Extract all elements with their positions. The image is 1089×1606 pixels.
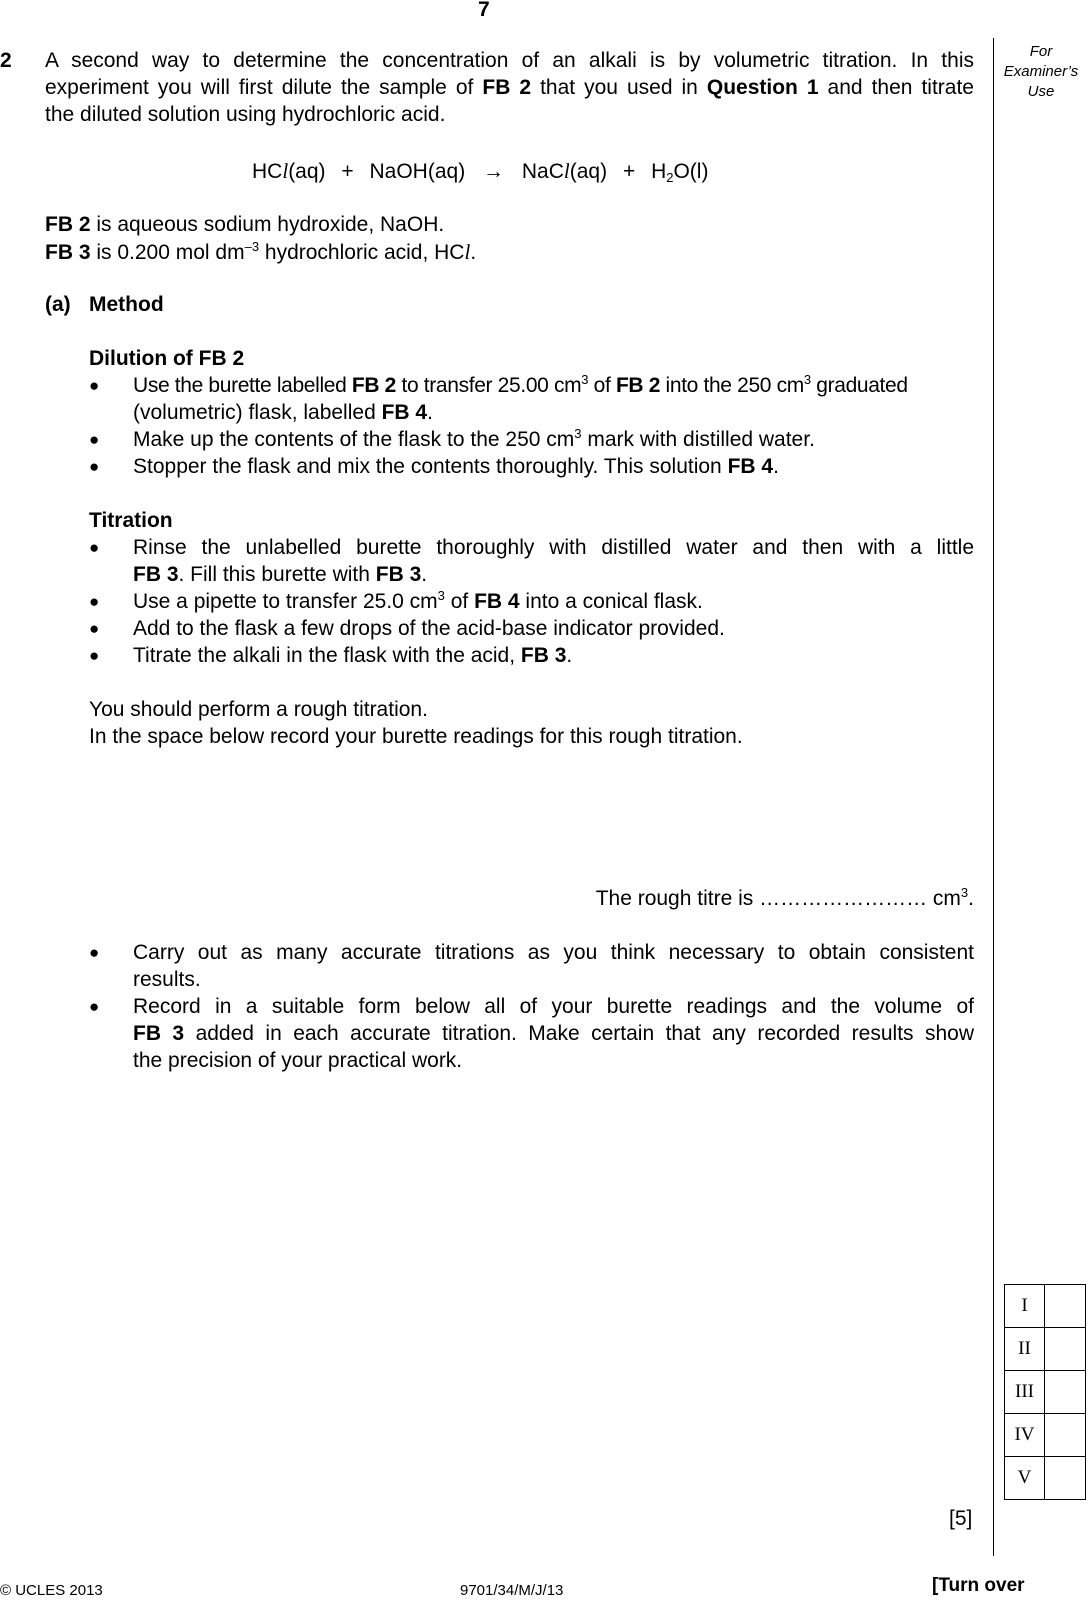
bullet-icon: ● (89, 538, 100, 557)
titration-heading: Titration (89, 509, 173, 532)
titration-step-4: Titrate the alkali in the flask with the acid, FB 3. (133, 644, 573, 667)
marks-available: [5] (949, 1507, 973, 1530)
mark-box[interactable] (1045, 1285, 1086, 1328)
dilution-step-1-cont: (volumetric) flask, labelled FB 4. (133, 401, 433, 424)
titration-step-1: Rinse the unlabelled burette thoroughly with distilled water and then with a little (133, 536, 974, 559)
examiner-use-label (996, 42, 1086, 102)
dilution-heading: Dilution of FB 2 (89, 347, 245, 370)
bullet-icon: ● (89, 376, 100, 395)
dilution-step-3: Stopper the flask and mix the contents thoroughly. This solution FB 4. (133, 455, 779, 478)
accurate-step-2-cont-2: the precision of your practical work. (133, 1049, 463, 1072)
mark-row (1005, 1457, 1086, 1500)
mark-box[interactable] (1045, 1457, 1086, 1500)
titration-step-2: Use a pipette to transfer 25.0 $cm^3$ of FB 4 into a conical flask. (133, 588, 703, 613)
mark-label: I (1005, 1285, 1045, 1328)
bullet-icon: ● (89, 592, 100, 611)
fb3-description: FB 3 is 0.200 mol $dm^{-3}$ hydrochloric acid, HCl. (45, 239, 477, 264)
dilution-step-2: Make up the contents of the flask to the 250 $cm^3$ mark with distilled water. (133, 426, 815, 451)
bullet-icon: ● (89, 646, 100, 665)
mark-label: II (1005, 1328, 1045, 1371)
titration-step-1-cont: FB 3. Fill this burette with FB 3. (133, 563, 428, 586)
mark-row (1005, 1285, 1086, 1328)
mark-row (1005, 1371, 1086, 1414)
bullet-icon: ● (89, 997, 100, 1016)
intro-line-3: the diluted solution using hydrochloric acid. (45, 103, 446, 126)
rough-titre-answer-line: The rough titre is …………………… $cm^3$. (595, 885, 974, 910)
mark-box[interactable] (1045, 1328, 1086, 1371)
footer-copyright: © UCLES 2013 (0, 1582, 103, 1599)
margin-rule (993, 38, 994, 1556)
part-a-label: (a) (45, 293, 71, 316)
examiner-line-2: Examiner’s (1003, 63, 1079, 80)
bullet-icon: ● (89, 430, 100, 449)
examiner-mark-table (1004, 1284, 1086, 1500)
rough-instruction-2: In the space below record your burette readings for this rough titration. (89, 725, 743, 748)
intro-line-1: A second way to determine the concentration of an alkali is by volumetric titration. In this (45, 49, 974, 72)
mark-box[interactable] (1045, 1414, 1086, 1457)
accurate-step-2: Record in a suitable form below all of your burette readings and the volume of (133, 995, 974, 1018)
reaction-equation: HCl(aq) + NaOH(aq) → NaCl(aq) + $H_2O(l)$ (252, 159, 709, 185)
mark-row (1005, 1414, 1086, 1457)
question-number: 2 (0, 49, 12, 72)
footer-paper-code: 9701/34/M/J/13 (460, 1582, 564, 1599)
dilution-step-1: Use the burette labelled FB 2 to transfer 25.00 $cm^3$ of FB 2 into the 250 $cm^3$ graduated (133, 372, 908, 397)
page-number: 7 (478, 0, 490, 21)
accurate-step-1-cont: results. (133, 968, 201, 991)
mark-row (1005, 1328, 1086, 1371)
mark-label: III (1005, 1371, 1045, 1414)
bullet-icon: ● (89, 943, 100, 962)
bullet-icon: ● (89, 619, 100, 638)
accurate-step-1: Carry out as many accurate titrations as you think necessary to obtain consistent (133, 941, 974, 964)
fb2-description: FB 2 is aqueous sodium hydroxide, NaOH. (45, 213, 445, 236)
mark-label: IV (1005, 1414, 1045, 1457)
intro-line-2: experiment you will first dilute the sample of FB 2 that you used in Question 1 and then titrate (45, 76, 974, 99)
mark-box[interactable] (1045, 1371, 1086, 1414)
examiner-line-1: For (1029, 43, 1053, 60)
bullet-icon: ● (89, 457, 100, 476)
method-heading: Method (89, 293, 164, 316)
rough-titre-blank[interactable]: …………………… (759, 887, 928, 910)
footer-turn-over: [Turn over (932, 1575, 1025, 1596)
rough-instruction-1: You should perform a rough titration. (89, 698, 428, 721)
titration-step-3: Add to the flask a few drops of the acid-base indicator provided. (133, 617, 725, 640)
examiner-line-3: Use (1027, 83, 1055, 100)
accurate-step-2-cont: FB 3 added in each accurate titration. Make certain that any recorded results show (133, 1022, 974, 1045)
mark-label: V (1005, 1457, 1045, 1500)
